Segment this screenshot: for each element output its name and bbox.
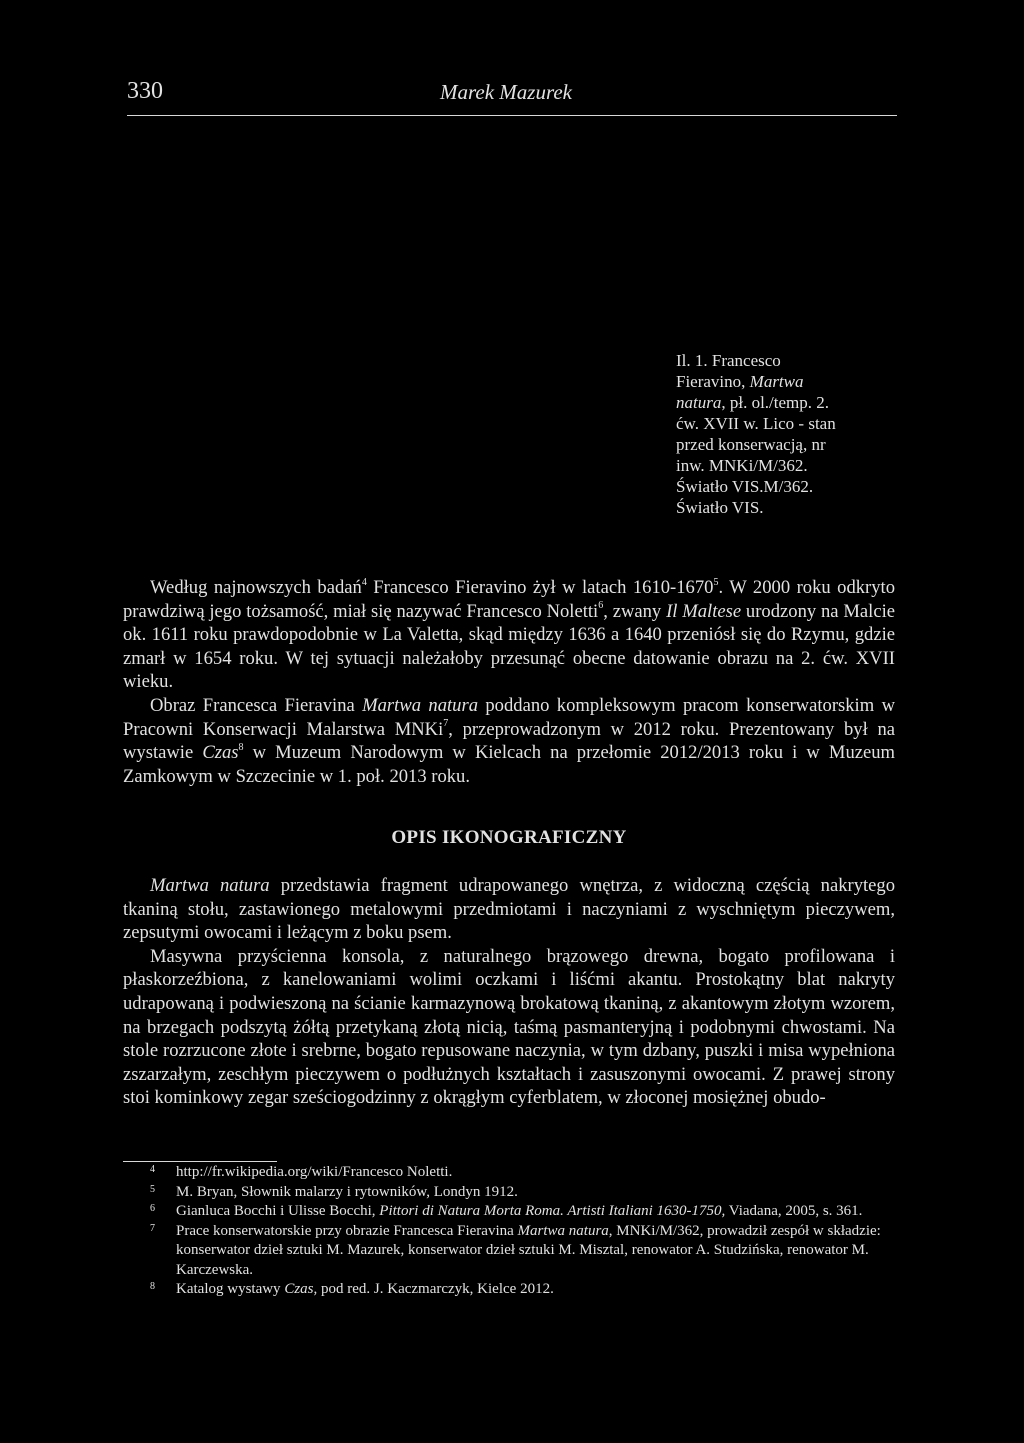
header-rule xyxy=(127,115,897,116)
footnote: 8 Katalog wystawy Czas, pod red. J. Kaczmarczyk, Kielce 2012. xyxy=(150,1280,895,1300)
footnotes xyxy=(150,1163,895,1300)
footnote-ref: 8 xyxy=(238,741,244,753)
footnote: 5 M. Bryan, Słownik malarzy i rytowników, Londyn 1912. xyxy=(150,1183,895,1203)
footnote: 7 Prace konserwatorskie przy obrazie Francesca Fieravina Martwa natura, MNKi/M/362, prowadził zespół w składzie: konserwator dzieł sztuki M. Mazurek, konserwator dzieł sztuki M. Misztal, renowator A. Studzińska, renowator M. Karczewska. xyxy=(150,1222,895,1281)
footnote-number: 4 xyxy=(150,1164,155,1175)
footnote-number: 5 xyxy=(150,1183,155,1195)
paragraph: Masywna przyścienna konsola, z naturalnego brązowego drewna, bogato profilowana i płaskorzeźbiona, z kanelowaniami wolimi oczkami i liśćmi akantu. Prostokątny blat nakryty udrapowaną i podwieszoną na ścianie karmazynową brokatową tkaniną, z akantowym złotym wzorem, na brzegach podszytą żółtą przetykaną złotą nicią, taśmą pasmanteryjną i podobnymi chwostami. Na stole rozrzucone złote i srebrne, bogato repusowane naczynia, w tym dzbany, puszki i misa wypełniona zszarzałym, zeschłym pieczywem o podłużnych kształtach i zasuszonymi owocami. Z prawej strony stoi kominkowy zegar sześciogodzinny z okrągłym cyferblatem, w złoconej mosiężnej obudo- xyxy=(123,945,895,1109)
paragraph: Według najnowszych badań$^4$ Francesco Fieravino żył w latach 1610-1670$^5$. W 2000 roku odkryto prawdziwą jego tożsamość, miał się nazywać Francesco Noletti$^6$, zwany Il Maltese urodzony na Malcie ok. 1611 roku prawdopodobnie w La Valetta, skąd między 1636 a 1640 przeniósł się do Rzymu, gdzie zmarł w 1654 roku. W tej sytuacji należałoby przesunąć obecne datowanie obrazu na 2. ćw. XVII wieku. xyxy=(123,576,896,693)
footnote-ref: 4 xyxy=(361,576,367,588)
footnote: 4 http://fr.wikipedia.org/wiki/Francesco Noletti. xyxy=(150,1163,895,1183)
footnote-ref: 6 xyxy=(598,600,604,612)
footnote-ref: 5 xyxy=(713,576,719,588)
caption-line: Światło VIS. xyxy=(676,498,764,517)
footnote-number: 7 xyxy=(150,1222,155,1234)
intro-text xyxy=(123,576,895,788)
caption-line: natura, pł. ol./temp. 2. xyxy=(676,393,830,412)
caption-line: ćw. XVII w. Lico - stan xyxy=(676,414,836,433)
paragraph: Martwa natura przedstawia fragment udrapowanego wnętrza, z widoczną częścią nakrytego tkaniną stołu, zastawionego metalowymi przedmiotami i naczyniami z wyschniętym pieczywem, zepsutymi owocami i leżącym z boku psem. xyxy=(123,875,896,944)
footnote-number: 8 xyxy=(150,1281,155,1292)
caption-line: Fieravino, Martwa xyxy=(676,372,804,391)
caption-line: Il. 1. Francesco xyxy=(676,351,781,370)
footnote-rule xyxy=(123,1161,277,1162)
caption-line: inw. MNKi/M/362. xyxy=(676,456,808,475)
paragraph: Obraz Francesca Fieravina Martwa natura poddano kompleksowym pracom konserwatorskim w Pracowni Konserwacji Malarstwa MNKi$^7$, przeprowadzonym w 2012 roku. Prezentowany był na wystawie Czas$^8$ w Muzeum Narodowym w Kielcach na przełomie 2012/2013 roku i w Muzeum Zamkowym w Szczecinie w 1. poł. 2013 roku. xyxy=(123,694,896,787)
figure-caption xyxy=(676,350,896,518)
running-head-author: Marek Mazurek xyxy=(440,80,572,104)
caption-line: Światło VIS.M/362. xyxy=(676,477,814,496)
section-heading: OPIS IKONOGRAFICZNY xyxy=(391,827,627,848)
footnote-ref: 7 xyxy=(443,718,449,730)
footnote-number: 6 xyxy=(150,1203,155,1214)
page-number: 330 xyxy=(127,78,163,104)
section-text xyxy=(123,874,895,1110)
caption-line: przed konserwacją, nr xyxy=(676,435,826,454)
footnote: 6 Gianluca Bocchi i Ulisse Bocchi, Pittori di Natura Morta Roma. Artisti Italiani 1630-1750, Viadana, 2005, s. 361. xyxy=(150,1202,895,1222)
